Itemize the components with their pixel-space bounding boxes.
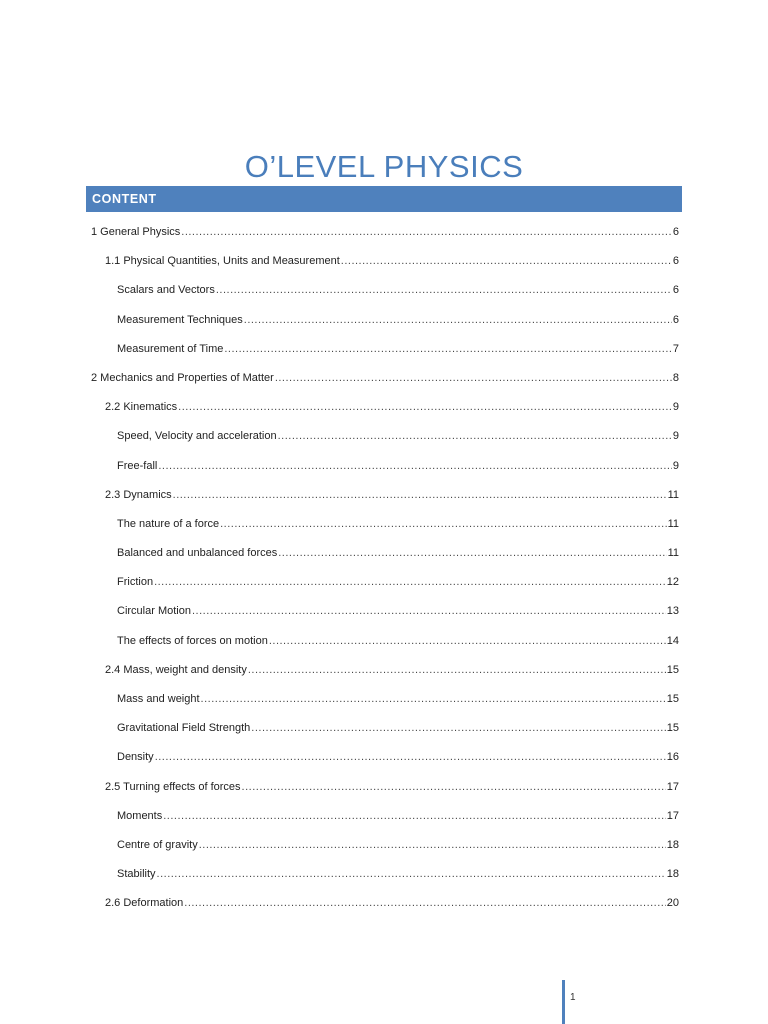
toc-dot-leader (224, 335, 672, 364)
toc-dot-leader (216, 276, 672, 305)
toc-entry-label: The nature of a force (117, 517, 220, 530)
toc-entry-page: 11 (667, 488, 679, 501)
toc-entry-page: 9 (672, 401, 679, 414)
toc-entry[interactable] (91, 714, 679, 743)
toc-entry-page: 20 (666, 897, 679, 910)
toc-dot-leader (157, 860, 666, 889)
toc-entry[interactable] (91, 831, 679, 860)
toc-entry-page: 15 (666, 722, 679, 735)
toc-entry-page: 7 (672, 342, 679, 355)
toc-entry[interactable] (91, 335, 679, 364)
toc-header-label: CONTENT (92, 192, 157, 206)
toc-entry-label: 1.1 Physical Quantities, Units and Measurement (105, 255, 340, 268)
toc-entry[interactable] (91, 597, 679, 626)
toc-entry-label: 1 General Physics (91, 226, 181, 238)
toc-entry-label: Mass and weight (117, 693, 200, 705)
toc-dot-leader (220, 510, 666, 539)
toc-entry-label: Gravitational Field Strength (117, 722, 251, 735)
toc-entry[interactable] (91, 889, 679, 918)
toc-dot-leader (155, 743, 666, 772)
toc-entry-page: 11 (667, 547, 679, 560)
toc-entry-label: 2.5 Turning effects of forces (105, 780, 241, 793)
toc-entry[interactable] (91, 539, 679, 568)
toc-dot-leader (184, 889, 665, 918)
toc-entry[interactable] (91, 773, 679, 802)
toc-entry[interactable] (91, 364, 679, 393)
toc-entry-label: Moments (117, 809, 163, 822)
toc-entry[interactable] (91, 568, 679, 597)
toc-entry[interactable] (91, 743, 679, 772)
toc-entry-label: 2.2 Kinematics (105, 401, 178, 414)
toc-entry-page: 11 (667, 517, 679, 530)
toc-entry[interactable] (91, 802, 679, 831)
toc-entry-label: 2.6 Deformation (105, 897, 184, 910)
toc-entry[interactable] (91, 685, 679, 714)
toc-entry-page: 18 (666, 838, 679, 851)
table-of-contents (91, 218, 679, 919)
toc-entry-label: Density (117, 751, 154, 764)
toc-entry-label: 2.4 Mass, weight and density (105, 663, 247, 676)
toc-header-bar (86, 186, 682, 212)
toc-dot-leader (181, 218, 672, 247)
toc-entry-page: 9 (672, 430, 679, 443)
toc-dot-leader (173, 481, 667, 510)
toc-entry-page: 9 (672, 459, 679, 472)
toc-entry[interactable] (91, 393, 679, 422)
toc-entry-page: 15 (666, 663, 679, 676)
toc-entry[interactable] (91, 218, 679, 247)
toc-entry[interactable] (91, 656, 679, 685)
toc-entry-page: 15 (666, 693, 679, 705)
toc-entry-label: Stability (117, 868, 156, 881)
toc-dot-leader (269, 627, 666, 656)
toc-entry[interactable] (91, 276, 679, 305)
toc-entry[interactable] (91, 452, 679, 481)
toc-entry-page: 18 (666, 868, 679, 881)
toc-dot-leader (251, 714, 665, 743)
toc-entry-label: Friction (117, 576, 154, 589)
toc-entry-page: 13 (666, 605, 679, 618)
toc-dot-leader (192, 597, 666, 626)
toc-entry-page: 8 (672, 371, 679, 384)
toc-entry[interactable] (91, 422, 679, 451)
toc-entry-label: Balanced and unbalanced forces (117, 547, 278, 560)
toc-entry-label: Scalars and Vectors (117, 284, 215, 297)
toc-dot-leader (199, 831, 666, 860)
toc-entry-page: 14 (666, 634, 679, 647)
toc-entry[interactable] (91, 627, 679, 656)
footer-rule (562, 980, 565, 1024)
toc-entry-label: Measurement Techniques (117, 313, 243, 326)
toc-dot-leader (275, 364, 672, 393)
toc-entry-page: 16 (666, 751, 679, 764)
toc-dot-leader (201, 685, 666, 714)
toc-entry-page: 17 (666, 780, 679, 793)
toc-dot-leader (154, 568, 666, 597)
toc-entry-label: 2 Mechanics and Properties of Matter (91, 371, 274, 384)
toc-dot-leader (244, 306, 672, 335)
toc-entry[interactable] (91, 481, 679, 510)
page-number: 1 (570, 992, 576, 1003)
toc-entry-page: 6 (672, 255, 679, 268)
toc-dot-leader (178, 393, 672, 422)
toc-entry-page: 6 (672, 313, 679, 326)
document-title: O’LEVEL PHYSICS (244, 148, 524, 184)
toc-entry-label: Speed, Velocity and acceleration (117, 430, 277, 443)
toc-entry-page: 17 (666, 809, 679, 822)
toc-entry[interactable] (91, 510, 679, 539)
toc-entry-label: Circular Motion (117, 605, 191, 618)
toc-dot-leader (341, 247, 672, 276)
toc-entry-page: 6 (672, 284, 679, 297)
toc-dot-leader (278, 539, 666, 568)
toc-entry-label: Free-fall (117, 459, 158, 472)
toc-dot-leader (248, 656, 666, 685)
toc-entry-label: 2.3 Dynamics (105, 488, 172, 501)
toc-dot-leader (163, 802, 666, 831)
toc-entry-page: 12 (666, 576, 679, 589)
toc-dot-leader (242, 773, 666, 802)
toc-dot-leader (278, 422, 672, 451)
toc-entry-label: The effects of forces on motion (117, 634, 268, 647)
toc-entry[interactable] (91, 306, 679, 335)
toc-entry[interactable] (91, 860, 679, 889)
toc-dot-leader (158, 452, 672, 481)
toc-entry-label: Centre of gravity (117, 838, 198, 851)
toc-entry[interactable] (91, 247, 679, 276)
toc-entry-page: 6 (672, 226, 679, 238)
toc-entry-label: Measurement of Time (117, 342, 224, 355)
